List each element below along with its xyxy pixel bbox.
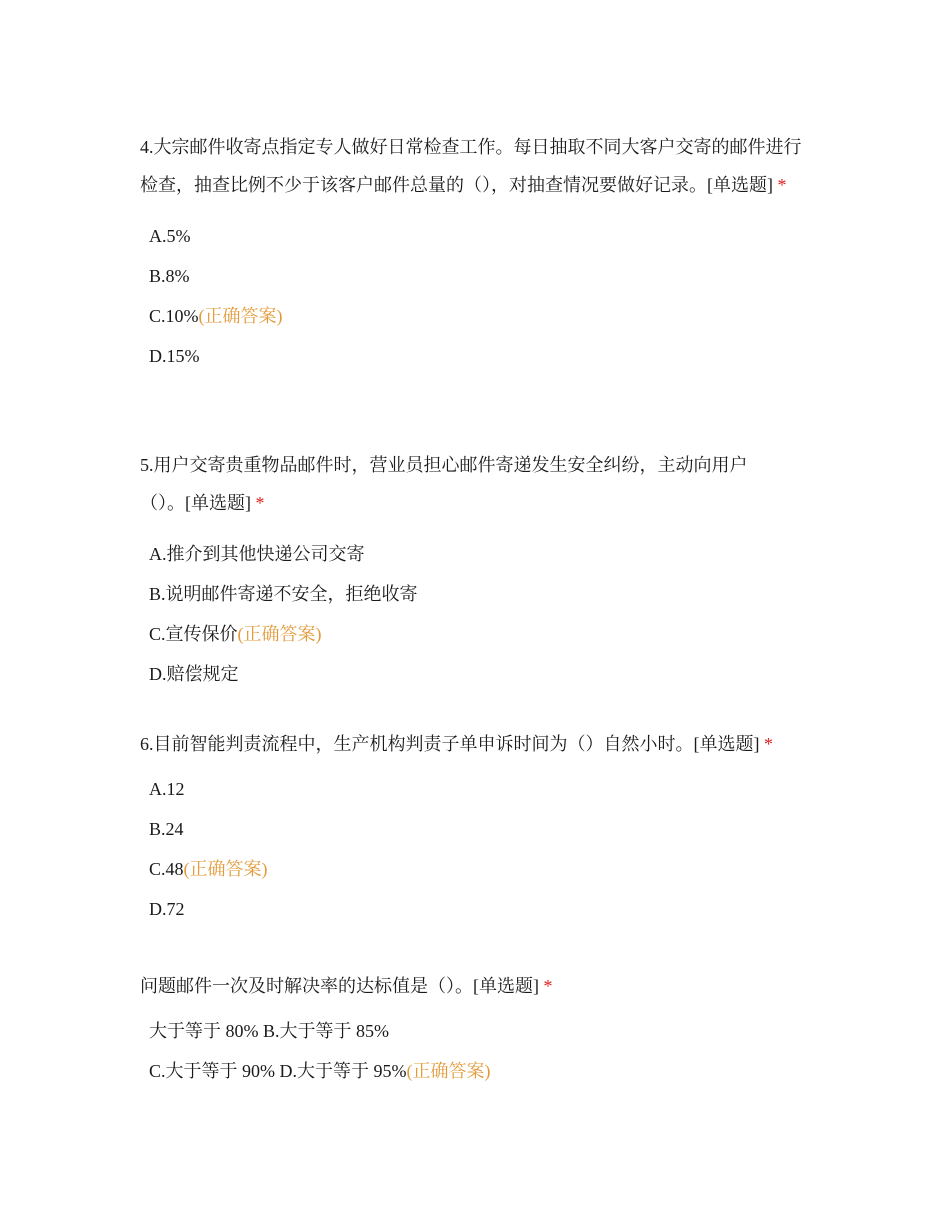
- question-text: [140, 128, 810, 204]
- option-label: B.24: [149, 819, 184, 839]
- option-item[interactable]: [149, 1051, 810, 1091]
- option-label: C.大于等于 90% D.大于等于 95%: [149, 1061, 407, 1081]
- option-label: C.宣传保价: [149, 624, 238, 644]
- option-item[interactable]: [149, 256, 810, 296]
- question-text-content: 6.目前智能判责流程中，生产机构判责子单申诉时间为（）自然小时。[单选题]: [140, 734, 760, 754]
- option-item[interactable]: [149, 809, 810, 849]
- required-mark: *: [543, 976, 553, 996]
- option-item[interactable]: [149, 296, 810, 336]
- required-mark: *: [777, 175, 787, 195]
- option-label: B.说明邮件寄递不安全，拒绝收寄: [149, 584, 418, 604]
- correct-answer-note: (正确答案): [183, 859, 268, 879]
- option-label: D.15%: [149, 346, 200, 366]
- option-item[interactable]: [149, 849, 810, 889]
- option-list: [149, 769, 810, 929]
- required-mark: *: [255, 493, 265, 513]
- correct-answer-note: (正确答案): [237, 624, 322, 644]
- correct-answer-note: (正确答案): [406, 1061, 491, 1081]
- question-6: [140, 725, 810, 929]
- option-list: [149, 216, 810, 376]
- question-text: [140, 446, 780, 522]
- correct-answer-note: (正确答案): [198, 306, 283, 326]
- option-item[interactable]: [149, 769, 810, 809]
- question-text-content: 4.大宗邮件收寄点指定专人做好日常检查工作。每日抽取不同大客户交寄的邮件进行检查，抽查比例不少于该客户邮件总量的（），对抽查情况要做好记录。[单选题]: [140, 137, 802, 195]
- question-4: [140, 128, 810, 376]
- question-text: [140, 725, 810, 763]
- option-item[interactable]: [149, 336, 810, 376]
- option-label: B.8%: [149, 266, 190, 286]
- question-text: [140, 967, 810, 1005]
- option-label: C.48: [149, 859, 184, 879]
- question-text-content: 5.用户交寄贵重物品邮件时，营业员担心邮件寄递发生安全纠纷，主动向用户（）。[单选题]: [140, 455, 748, 513]
- option-list: [149, 1011, 810, 1091]
- option-item[interactable]: [149, 574, 780, 614]
- option-list: [149, 534, 780, 694]
- option-item[interactable]: [149, 534, 780, 574]
- option-label: A.推介到其他快递公司交寄: [149, 544, 365, 564]
- option-item[interactable]: [149, 889, 810, 929]
- option-item[interactable]: [149, 654, 780, 694]
- option-label: 大于等于 80% B.大于等于 85%: [149, 1021, 389, 1041]
- option-item[interactable]: [149, 1011, 810, 1051]
- option-item[interactable]: [149, 614, 780, 654]
- required-mark: *: [764, 734, 773, 754]
- option-label: C.10%: [149, 306, 199, 326]
- option-label: A.12: [149, 779, 185, 799]
- option-item[interactable]: [149, 216, 810, 256]
- question-5: [140, 446, 780, 694]
- question-7: [140, 967, 810, 1091]
- option-label: D.赔偿规定: [149, 664, 239, 684]
- question-text-content: 问题邮件一次及时解决率的达标值是（）。[单选题]: [140, 976, 539, 996]
- option-label: A.5%: [149, 226, 191, 246]
- option-label: D.72: [149, 899, 185, 919]
